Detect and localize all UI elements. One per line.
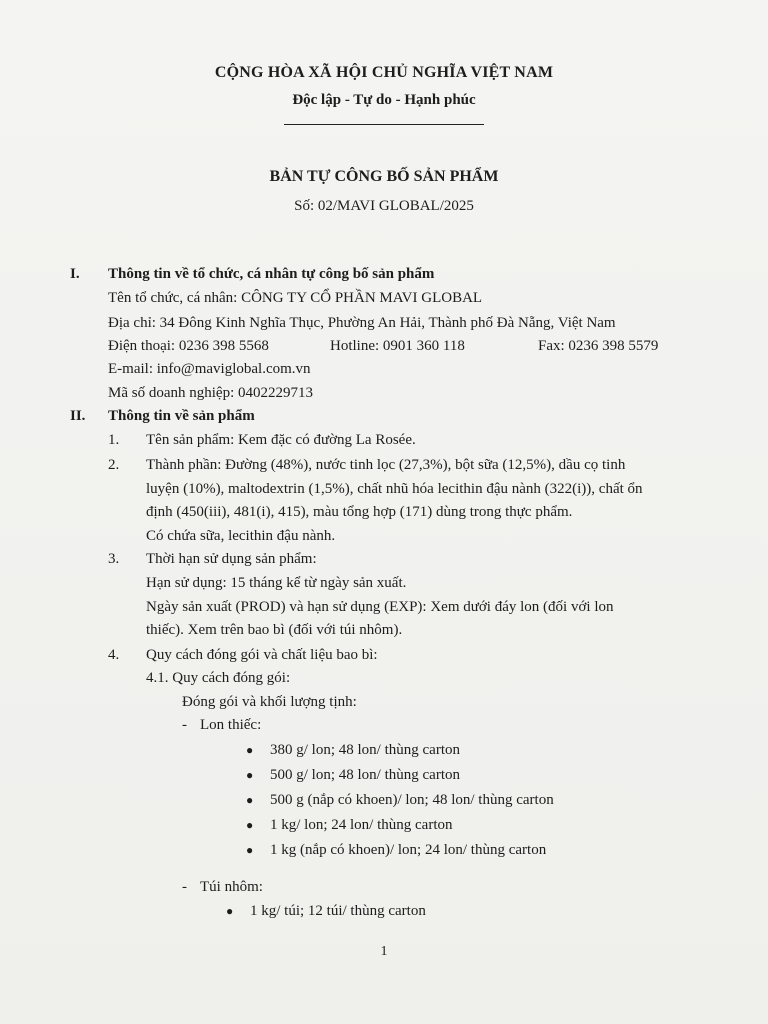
section-2-heading: Thông tin về sản phẩm bbox=[108, 408, 255, 424]
can-item-3: 500 g (nắp có khoen)/ lon; 48 lon/ thùng carton bbox=[270, 792, 554, 808]
document-title: BẢN TỰ CÔNG BỐ SẢN PHẨM bbox=[269, 168, 499, 185]
bullet-icon: ● bbox=[246, 793, 254, 807]
document-number: Số: 02/MAVI GLOBAL/2025 bbox=[294, 198, 474, 214]
page-number: 1 bbox=[380, 944, 388, 959]
item-2-number: 2. bbox=[108, 457, 120, 473]
org-name: Tên tổ chức, cá nhân: CÔNG TY CỔ PHẦN MAVI GLOBAL bbox=[108, 290, 483, 306]
item-1-number: 1. bbox=[108, 432, 120, 448]
can-item-2: 500 g/ lon; 48 lon/ thùng carton bbox=[270, 767, 460, 783]
can-dash: - bbox=[182, 717, 187, 733]
motto-header: Độc lập - Tự do - Hạnh phúc bbox=[292, 92, 476, 108]
section-1-heading: Thông tin về tổ chức, cá nhân tự công bố sản phẩm bbox=[108, 266, 435, 282]
ingredients-line-3: định (450(iii), 481(i), 415), màu tổng hợp (171) dùng trong thực phẩm. bbox=[146, 504, 573, 520]
ingredients-line-2: luyện (10%), maltodextrin (1,5%), chất nhũ hóa lecithin đậu nành (322(i)), chất ổn bbox=[146, 481, 643, 497]
shelf-life: Hạn sử dụng: 15 tháng kể từ ngày sản xuất. bbox=[146, 575, 407, 591]
nation-header: CỘNG HÒA XÃ HỘI CHỦ NGHĨA VIỆT NAM bbox=[214, 64, 554, 81]
bullet-icon: ● bbox=[246, 843, 254, 857]
org-address: Địa chỉ: 34 Đông Kinh Nghĩa Thục, Phường An Hải, Thành phố Đà Nẵng, Việt Nam bbox=[108, 315, 616, 331]
section-2-number: II. bbox=[70, 408, 86, 424]
can-item-5: 1 kg (nắp có khoen)/ lon; 24 lon/ thùng carton bbox=[270, 842, 547, 858]
bullet-icon: ● bbox=[246, 768, 254, 782]
date-info-line-2: thiếc). Xem trên bao bì (đối với túi nhôm). bbox=[146, 622, 403, 638]
org-email: E-mail: info@maviglobal.com.vn bbox=[108, 361, 311, 377]
net-weight-label: Đóng gói và khối lượng tịnh: bbox=[182, 694, 357, 710]
bullet-icon: ● bbox=[246, 818, 254, 832]
product-name: Tên sản phẩm: Kem đặc có đường La Rosée. bbox=[146, 432, 416, 448]
pouch-dash: - bbox=[182, 879, 187, 895]
allergen-note: Có chứa sữa, lecithin đậu nành. bbox=[146, 528, 336, 544]
packaging-subheading: 4.1. Quy cách đóng gói: bbox=[146, 670, 291, 686]
header-divider bbox=[284, 124, 484, 125]
item-4-number: 4. bbox=[108, 647, 120, 663]
bullet-icon: ● bbox=[246, 743, 254, 757]
section-1-number: I. bbox=[70, 266, 80, 282]
org-phone: Điện thoại: 0236 398 5568 bbox=[108, 338, 269, 354]
date-info-line-1: Ngày sản xuất (PROD) và hạn sử dụng (EXP): Xem dưới đáy lon (đối với lon bbox=[146, 599, 614, 615]
bullet-icon: ● bbox=[226, 904, 234, 918]
shelf-life-heading: Thời hạn sử dụng sản phẩm: bbox=[146, 551, 317, 567]
org-hotline: Hotline: 0901 360 118 bbox=[330, 338, 465, 354]
can-item-4: 1 kg/ lon; 24 lon/ thùng carton bbox=[270, 817, 453, 833]
org-fax: Fax: 0236 398 5579 bbox=[538, 338, 659, 354]
pouch-label: Túi nhôm: bbox=[200, 879, 263, 895]
item-3-number: 3. bbox=[108, 551, 120, 567]
ingredients-line-1: Thành phần: Đường (48%), nước tinh lọc (27,3%), bột sữa (12,5%), dầu cọ tinh bbox=[146, 457, 626, 473]
pouch-item-1: 1 kg/ túi; 12 túi/ thùng carton bbox=[250, 903, 426, 919]
packaging-heading: Quy cách đóng gói và chất liệu bao bì: bbox=[146, 647, 378, 663]
can-item-1: 380 g/ lon; 48 lon/ thùng carton bbox=[270, 742, 460, 758]
can-label: Lon thiếc: bbox=[200, 717, 262, 733]
org-tax-code: Mã số doanh nghiệp: 0402229713 bbox=[108, 385, 313, 401]
